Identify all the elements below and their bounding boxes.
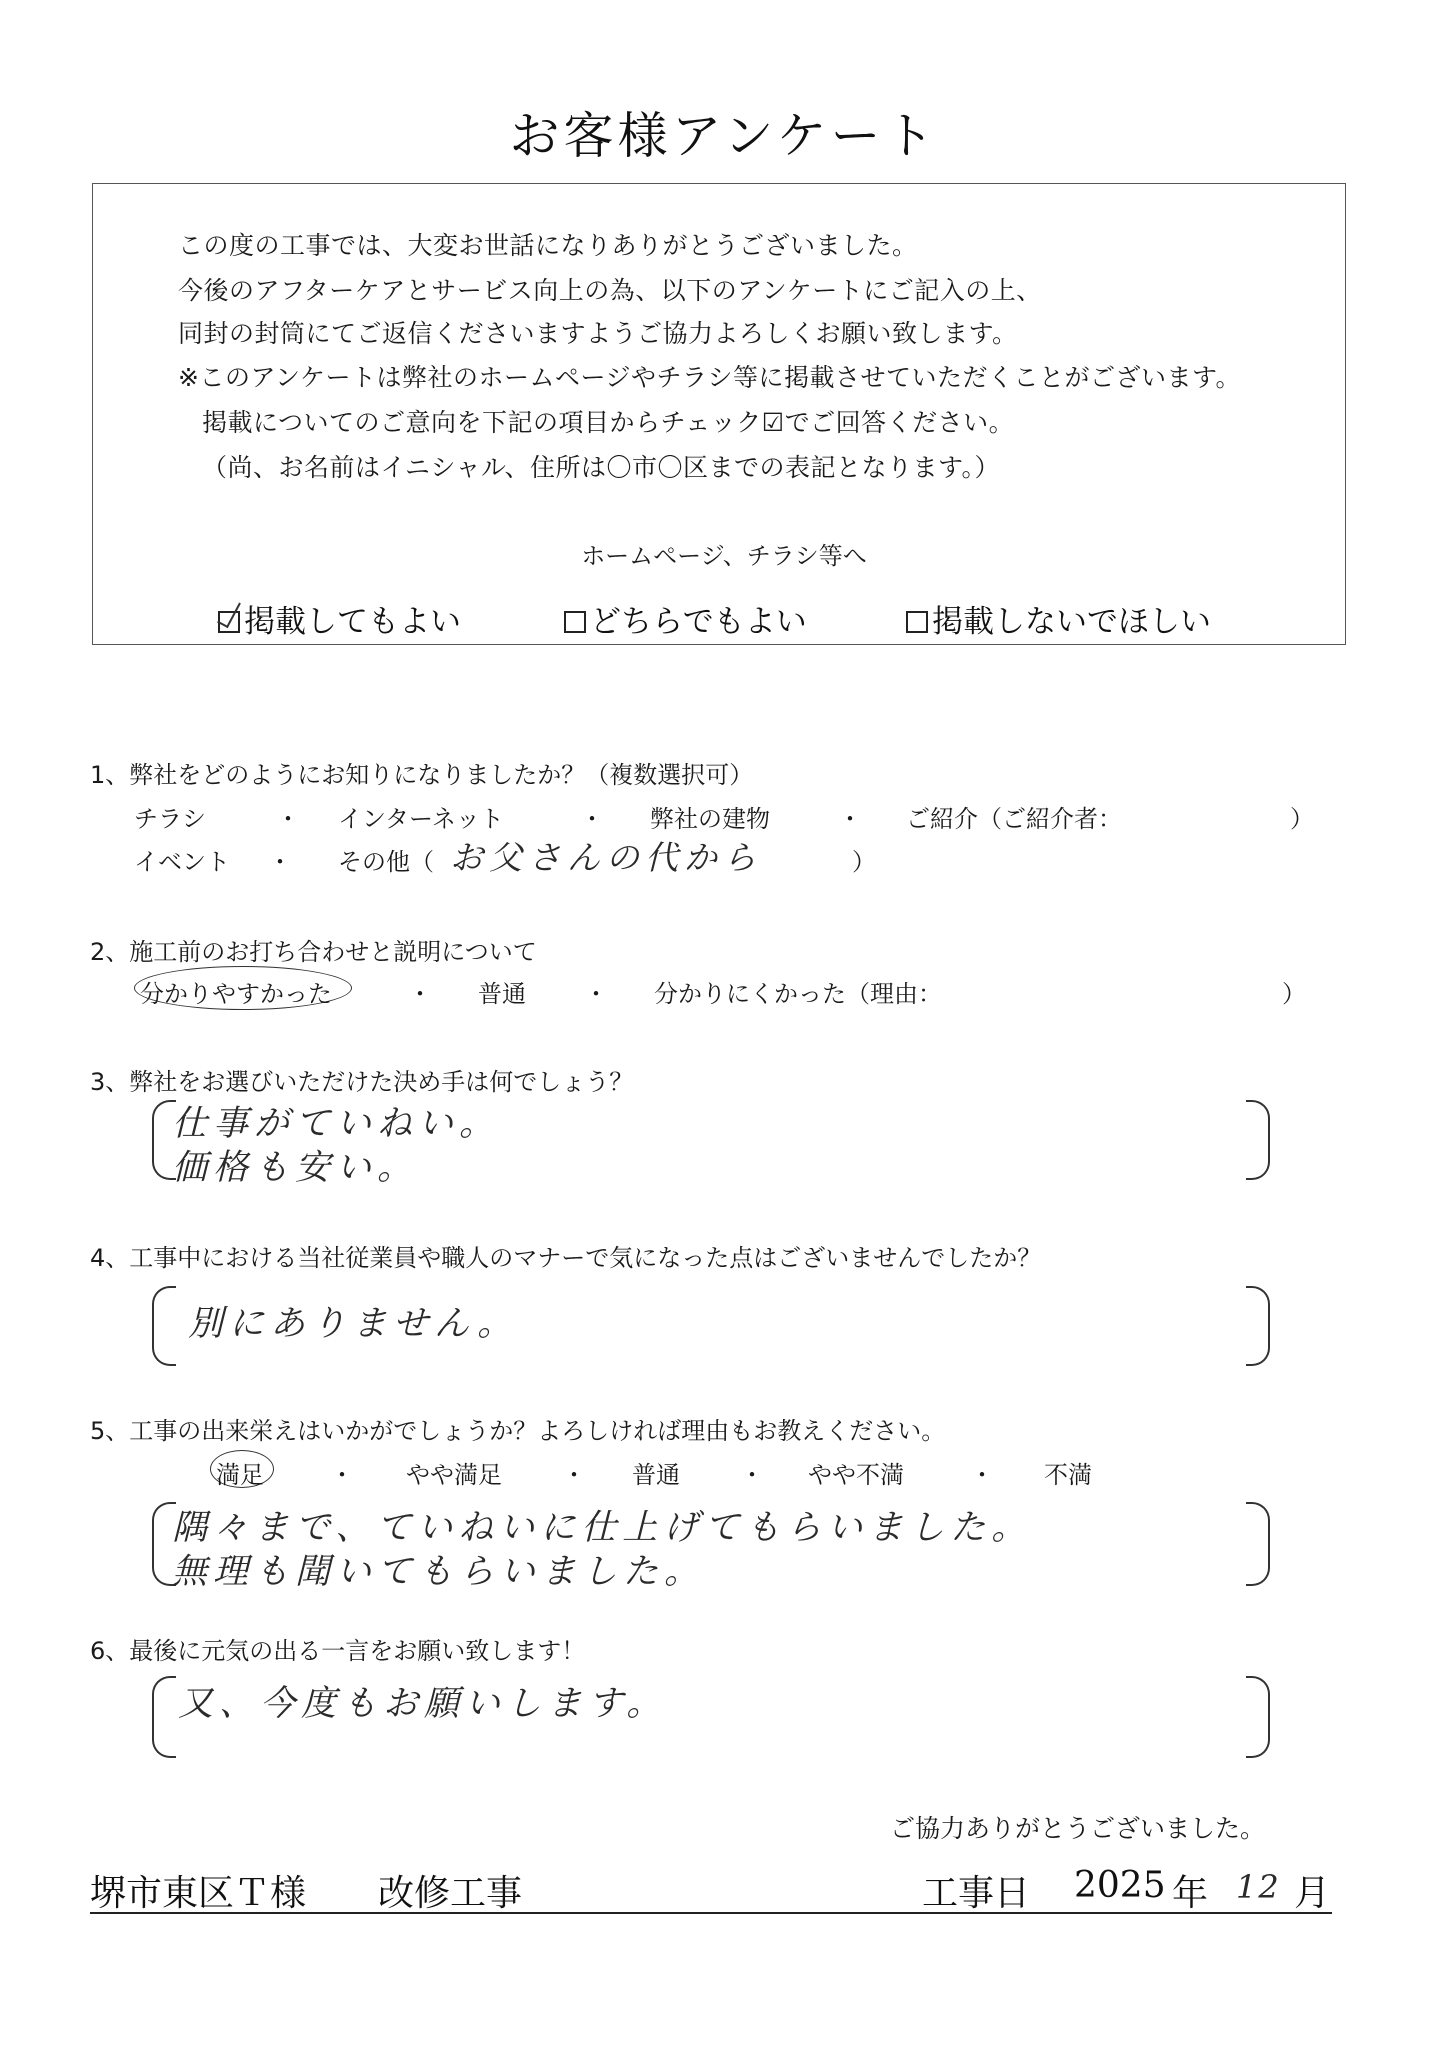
answer-bracket-right (1246, 1502, 1270, 1586)
separator-dot: ・ (970, 1461, 994, 1489)
closing-thanks: ご協力ありがとうございました。 (890, 1814, 1266, 1843)
year-unit: 年 (1172, 1873, 1209, 1914)
q1-option-building[interactable]: 弊社の建物 (650, 805, 770, 833)
work-month[interactable]: 12 (1236, 1868, 1281, 1906)
q2-option-clear[interactable]: 分かりやすかった (140, 980, 332, 1008)
footer-underline (90, 1912, 1332, 1914)
intro-line: ※このアンケートは弊社のホームページやチラシ等に掲載させていただくことがございます。 (178, 363, 1241, 392)
question-5: 5、工事の出来栄えはいかがでしょうか？よろしければ理由もお教えください。 (90, 1417, 946, 1445)
q1-option-other[interactable]: その他（ (338, 848, 434, 876)
customer-name: 堺市東区Ｔ様 (90, 1873, 307, 1914)
q4-answer-line[interactable]: 別にありません。 (188, 1304, 519, 1344)
question-1: 1、弊社をどのようにお知りになりましたか？（複数選択可） (90, 761, 754, 789)
close-paren: ） (1290, 805, 1314, 833)
separator-dot: ・ (838, 805, 862, 833)
publish-option-label: 掲載してもよい (244, 604, 461, 640)
q1-option-internet[interactable]: インターネット (338, 805, 504, 833)
q5-option-somewhat-satisfied[interactable]: やや満足 (406, 1461, 502, 1489)
question-4: 4、工事中における当社従業員や職人のマナーで気になった点はございませんでしたか？ (90, 1244, 1042, 1272)
close-paren: ） (1282, 980, 1306, 1008)
page-title: お客様アンケート (509, 107, 939, 165)
separator-dot: ・ (276, 805, 300, 833)
q5-option-normal[interactable]: 普通 (632, 1461, 680, 1489)
q1-option-event[interactable]: イベント (134, 848, 230, 876)
answer-bracket-left (152, 1286, 176, 1366)
q2-option-unclear[interactable]: 分かりにくかった（理由： (654, 980, 942, 1008)
separator-dot: ・ (562, 1461, 586, 1489)
question-2: 2、施工前のお打ち合わせと説明について (90, 938, 537, 966)
intro-line: 同封の封筒にてご返信くださいますようご協力よろしくお願い致します。 (178, 319, 1018, 348)
q5-answer-line[interactable]: 無理も聞いてもらいました。 (172, 1552, 706, 1592)
separator-dot: ・ (408, 980, 432, 1008)
separator-dot: ・ (580, 805, 604, 833)
answer-bracket-right (1246, 1100, 1270, 1180)
answer-bracket-left (152, 1676, 176, 1758)
checkbox-icon[interactable] (564, 611, 586, 633)
work-date-label: 工事日 (922, 1873, 1031, 1914)
intro-line: 掲載についてのご意向を下記の項目からチェック☑でご回答ください。 (202, 408, 1015, 437)
q5-option-satisfied[interactable]: 満足 (216, 1461, 264, 1489)
answer-bracket-right (1246, 1676, 1270, 1758)
q1-other-answer[interactable]: お父さんの代から (450, 838, 762, 877)
answer-bracket-right (1246, 1286, 1270, 1366)
intro-line: （尚、お名前はイニシャル、住所は〇市〇区までの表記となります。） (202, 453, 1001, 482)
question-3: 3、弊社をお選びいただけた決め手は何でしょう？ (90, 1068, 634, 1096)
publish-option-either[interactable] (564, 596, 807, 641)
publish-label: ホームページ、チラシ等へ (581, 542, 867, 570)
q6-answer-line[interactable]: 又、今度もお願いします。 (178, 1684, 668, 1724)
separator-dot: ・ (740, 1461, 764, 1489)
close-paren: ） (852, 848, 876, 876)
q5-answer-line[interactable]: 隅々まで、ていねいに仕上げてもらいました。 (172, 1508, 1033, 1548)
q2-option-normal[interactable]: 普通 (478, 980, 526, 1008)
intro-line: 今後のアフターケアとサービス向上の為、以下のアンケートにご記入の上、 (178, 276, 1042, 305)
q1-option-referral[interactable]: ご紹介（ご紹介者： (906, 805, 1122, 833)
q5-option-somewhat-dissatisfied[interactable]: やや不満 (808, 1461, 904, 1489)
question-6: 6、最後に元気の出る一言をお願い致します！ (90, 1637, 586, 1665)
month-unit: 月 (1294, 1873, 1331, 1914)
q3-answer-line[interactable]: 仕事がていねい。 (172, 1104, 501, 1144)
publish-option-label: どちらでもよい (590, 604, 807, 640)
work-type: 改修工事 (378, 1873, 523, 1914)
intro-line: この度の工事では、大変お世話になりありがとうございました。 (178, 231, 918, 260)
publish-option-label: 掲載しないでほしい (932, 604, 1211, 640)
publish-option-ok[interactable] (218, 596, 461, 641)
q1-option-flyer[interactable]: チラシ (134, 805, 206, 833)
checkbox-icon[interactable] (906, 611, 928, 633)
separator-dot: ・ (584, 980, 608, 1008)
separator-dot: ・ (330, 1461, 354, 1489)
checked-checkbox-icon[interactable] (218, 611, 240, 633)
publish-option-no[interactable] (906, 596, 1211, 641)
q3-answer-line[interactable]: 価格も安い。 (172, 1148, 419, 1188)
q5-option-dissatisfied[interactable]: 不満 (1044, 1461, 1092, 1489)
work-year: 2025 (1074, 1865, 1166, 1906)
separator-dot: ・ (268, 848, 292, 876)
